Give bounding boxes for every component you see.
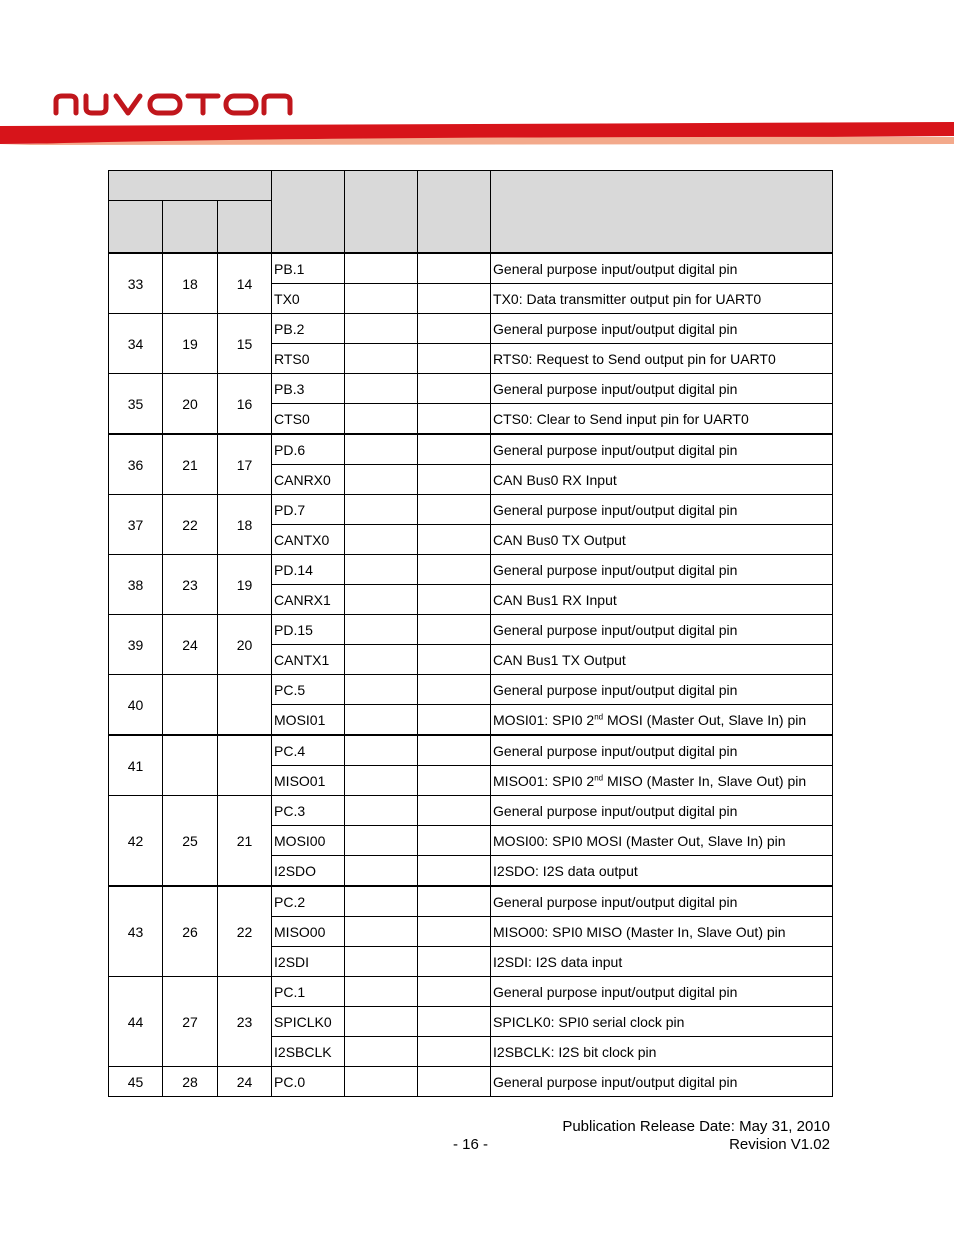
pin-number-cell: 24 [218, 1067, 272, 1097]
description-text: CTS0: Clear to Send input pin for UART0 [493, 410, 749, 427]
footer-release-date: Publication Release Date: May 31, 2010 [562, 1118, 830, 1135]
table-row [109, 615, 833, 645]
pin-number-cell: 37 [109, 495, 163, 555]
pin-name-cell: RTS0 [272, 344, 345, 374]
pin-number-cell: 23 [163, 555, 218, 615]
pin-description-cell [491, 495, 833, 525]
pin-number-cell: 15 [218, 314, 272, 374]
mfp-cell [418, 917, 491, 947]
pin-number-cell: 16 [218, 374, 272, 435]
mfp-cell [418, 555, 491, 585]
ordinal-superscript: nd [594, 772, 604, 782]
pin-description-cell [491, 374, 833, 404]
description-text: General purpose input/output digital pin [493, 893, 738, 910]
pin-name-cell: MOSI01 [272, 705, 345, 736]
pin-description-cell [491, 314, 833, 344]
mfp-cell [418, 856, 491, 887]
table-row [109, 796, 833, 826]
header-band [0, 118, 954, 148]
pin-number-cell: 35 [109, 374, 163, 435]
mfp-cell [418, 705, 491, 736]
mfp-cell [418, 284, 491, 314]
pin-number-cell [218, 735, 272, 796]
pin-number-cell: 18 [163, 253, 218, 314]
mfp-cell [418, 495, 491, 525]
pin-name-cell: PC.0 [272, 1067, 345, 1097]
header-cell-pin-name [272, 171, 345, 254]
pin-name-cell: PB.3 [272, 374, 345, 404]
mfp-cell [418, 344, 491, 374]
pin-number-cell: 33 [109, 253, 163, 314]
mfp-cell [418, 525, 491, 555]
description-text: General purpose input/output digital pin [493, 621, 738, 638]
mfp-cell [418, 374, 491, 404]
description-text: CAN Bus0 TX Output [493, 531, 626, 548]
header-cell-package-3 [218, 201, 272, 254]
mfp-cell [418, 766, 491, 796]
pin-name-cell: PB.2 [272, 314, 345, 344]
pin-name-cell: SPICLK0 [272, 1007, 345, 1037]
pin-name-cell: I2SBCLK [272, 1037, 345, 1067]
pin-description-cell [491, 645, 833, 675]
description-text: General purpose input/output digital pin [493, 742, 738, 759]
pin-type-cell [345, 766, 418, 796]
pin-name-cell: PD.15 [272, 615, 345, 645]
mfp-cell [418, 314, 491, 344]
pin-type-cell [345, 374, 418, 404]
description-text: MISO01: SPI0 2 [493, 772, 595, 789]
description-text: General purpose input/output digital pin [493, 983, 738, 1000]
table-row [109, 253, 833, 284]
description-text: General purpose input/output digital pin [493, 802, 738, 819]
footer-revision: Revision V1.02 [729, 1136, 830, 1153]
pin-number-cell: 22 [218, 886, 272, 977]
pin-number-cell: 40 [109, 675, 163, 736]
pin-name-cell: TX0 [272, 284, 345, 314]
description-text-tail: MOSI (Master Out, Slave In) pin [603, 711, 807, 728]
pin-number-cell [163, 735, 218, 796]
mfp-cell [418, 675, 491, 705]
pin-number-cell: 21 [218, 796, 272, 887]
pin-type-cell [345, 796, 418, 826]
pin-type-cell [345, 284, 418, 314]
pin-type-cell [345, 917, 418, 947]
table-row [109, 735, 833, 766]
pin-description-cell [491, 555, 833, 585]
table-header-row [109, 171, 833, 201]
description-text: CAN Bus1 TX Output [493, 651, 626, 668]
header-cell-package-2 [163, 201, 218, 254]
pin-number-cell: 19 [218, 555, 272, 615]
pin-number-cell: 42 [109, 796, 163, 887]
header-cell-package-1 [109, 201, 163, 254]
pin-description-cell [491, 1007, 833, 1037]
table-row [109, 1067, 833, 1097]
pin-number-cell: 39 [109, 615, 163, 675]
pin-name-cell: CANTX1 [272, 645, 345, 675]
pin-description-cell [491, 675, 833, 705]
table-row [109, 374, 833, 404]
description-text: General purpose input/output digital pin [493, 501, 738, 518]
pin-number-cell: 22 [163, 495, 218, 555]
pin-type-cell [345, 585, 418, 615]
ordinal-superscript: nd [594, 711, 604, 721]
pin-description-cell [491, 977, 833, 1007]
pin-type-cell [345, 856, 418, 887]
pin-number-cell: 19 [163, 314, 218, 374]
table-row [109, 314, 833, 344]
description-text: CAN Bus0 RX Input [493, 471, 617, 488]
pin-type-cell [345, 555, 418, 585]
pin-type-cell [345, 886, 418, 917]
pin-type-cell [345, 495, 418, 525]
pin-number-cell: 28 [163, 1067, 218, 1097]
pin-type-cell [345, 705, 418, 736]
header-cell-description [491, 171, 833, 254]
pin-description-cell [491, 284, 833, 314]
pin-number-cell: 34 [109, 314, 163, 374]
description-text-tail: MISO (Master In, Slave Out) pin [603, 772, 807, 789]
nuvoton-logo [52, 92, 308, 116]
description-text: General purpose input/output digital pin [493, 441, 738, 458]
pin-number-cell: 27 [163, 977, 218, 1067]
pin-name-cell: CTS0 [272, 404, 345, 435]
pin-type-cell [345, 947, 418, 977]
mfp-cell [418, 434, 491, 465]
pin-type-cell [345, 465, 418, 495]
mfp-cell [418, 465, 491, 495]
pin-name-cell: PC.2 [272, 886, 345, 917]
pin-type-cell [345, 1037, 418, 1067]
mfp-cell [418, 585, 491, 615]
description-text: I2SDO: I2S data output [493, 862, 638, 879]
pin-number-cell: 14 [218, 253, 272, 314]
pin-type-cell [345, 344, 418, 374]
table-row [109, 886, 833, 917]
pin-type-cell [345, 826, 418, 856]
mfp-cell [418, 404, 491, 435]
pin-number-cell: 25 [163, 796, 218, 887]
pin-description-cell [491, 856, 833, 887]
description-text: General purpose input/output digital pin [493, 1073, 738, 1090]
description-text: General purpose input/output digital pin [493, 681, 738, 698]
pin-name-cell: PD.6 [272, 434, 345, 465]
description-text: General purpose input/output digital pin [493, 561, 738, 578]
pin-description-cell [491, 525, 833, 555]
pin-number-cell: 24 [163, 615, 218, 675]
pin-description-cell [491, 253, 833, 284]
pin-number-cell: 36 [109, 434, 163, 495]
mfp-cell [418, 947, 491, 977]
pin-description-cell [491, 1067, 833, 1097]
pin-number-cell: 23 [218, 977, 272, 1067]
pin-type-cell [345, 525, 418, 555]
pin-description-cell [491, 1037, 833, 1067]
pin-number-cell: 21 [163, 434, 218, 495]
description-text: MOSI00: SPI0 MOSI (Master Out, Slave In) pin [493, 832, 786, 849]
mfp-cell [418, 1037, 491, 1067]
pin-type-cell [345, 314, 418, 344]
header-cell-pin-type [345, 171, 418, 254]
description-text: I2SBCLK: I2S bit clock pin [493, 1043, 657, 1060]
mfp-cell [418, 645, 491, 675]
pin-name-cell: CANRX1 [272, 585, 345, 615]
mfp-cell [418, 886, 491, 917]
pin-name-cell: PD.7 [272, 495, 345, 525]
pin-number-cell [163, 675, 218, 736]
mfp-cell [418, 253, 491, 284]
pin-number-cell: 38 [109, 555, 163, 615]
pin-description-cell [491, 766, 833, 796]
pin-type-cell [345, 615, 418, 645]
mfp-cell [418, 977, 491, 1007]
pin-type-cell [345, 645, 418, 675]
mfp-cell [418, 615, 491, 645]
pin-name-cell: MISO00 [272, 917, 345, 947]
pin-name-cell: PC.5 [272, 675, 345, 705]
pin-number-cell: 17 [218, 434, 272, 495]
description-text: General purpose input/output digital pin [493, 380, 738, 397]
pin-name-cell: PB.1 [272, 253, 345, 284]
pin-number-cell: 43 [109, 886, 163, 977]
pin-description-cell [491, 705, 833, 736]
description-text: MISO00: SPI0 MISO (Master In, Slave Out) pin [493, 923, 786, 940]
pin-type-cell [345, 404, 418, 435]
pin-number-cell: 45 [109, 1067, 163, 1097]
description-text: RTS0: Request to Send output pin for UART0 [493, 350, 776, 367]
pin-name-cell: I2SDI [272, 947, 345, 977]
pin-number-cell: 20 [218, 615, 272, 675]
table-row [109, 434, 833, 465]
pin-name-cell: MISO01 [272, 766, 345, 796]
mfp-cell [418, 796, 491, 826]
table-row [109, 977, 833, 1007]
description-text: General purpose input/output digital pin [493, 260, 738, 277]
pin-type-cell [345, 1007, 418, 1037]
description-text: SPICLK0: SPI0 serial clock pin [493, 1013, 685, 1030]
table-row [109, 555, 833, 585]
footer-page-number: - 16 - [453, 1136, 489, 1153]
mfp-cell [418, 1067, 491, 1097]
pin-type-cell [345, 735, 418, 766]
table-row [109, 495, 833, 525]
pin-description-cell [491, 735, 833, 766]
pin-name-cell: PC.1 [272, 977, 345, 1007]
pin-description-cell [491, 465, 833, 495]
pin-name-cell: MOSI00 [272, 826, 345, 856]
table-row [109, 675, 833, 705]
description-text: General purpose input/output digital pin [493, 320, 738, 337]
pin-name-cell: I2SDO [272, 856, 345, 887]
header-cell-mfp [418, 171, 491, 254]
header-cell-pin-no [109, 171, 272, 201]
pin-type-cell [345, 253, 418, 284]
pin-number-cell: 18 [218, 495, 272, 555]
pin-type-cell [345, 675, 418, 705]
mfp-cell [418, 1007, 491, 1037]
pin-name-cell: PC.3 [272, 796, 345, 826]
pin-description-cell [491, 585, 833, 615]
pin-name-cell: PD.14 [272, 555, 345, 585]
pin-description-table [108, 170, 833, 1097]
pin-name-cell: CANRX0 [272, 465, 345, 495]
pin-number-cell: 41 [109, 735, 163, 796]
pin-description-cell [491, 344, 833, 374]
pin-name-cell: PC.4 [272, 735, 345, 766]
pin-description-cell [491, 404, 833, 435]
pin-number-cell [218, 675, 272, 736]
mfp-cell [418, 826, 491, 856]
pin-number-cell: 20 [163, 374, 218, 435]
pin-description-cell [491, 826, 833, 856]
description-text: MOSI01: SPI0 2 [493, 711, 595, 728]
description-text: TX0: Data transmitter output pin for UART0 [493, 290, 762, 307]
pin-description-cell [491, 615, 833, 645]
pin-type-cell [345, 1067, 418, 1097]
pin-number-cell: 26 [163, 886, 218, 977]
pin-description-cell [491, 947, 833, 977]
pin-number-cell: 44 [109, 977, 163, 1067]
pin-name-cell: CANTX0 [272, 525, 345, 555]
mfp-cell [418, 735, 491, 766]
pin-type-cell [345, 434, 418, 465]
description-text: CAN Bus1 RX Input [493, 591, 617, 608]
pin-description-cell [491, 917, 833, 947]
description-text: I2SDI: I2S data input [493, 953, 623, 970]
pin-description-cell [491, 886, 833, 917]
pin-type-cell [345, 977, 418, 1007]
pin-description-cell [491, 796, 833, 826]
pin-description-cell [491, 434, 833, 465]
